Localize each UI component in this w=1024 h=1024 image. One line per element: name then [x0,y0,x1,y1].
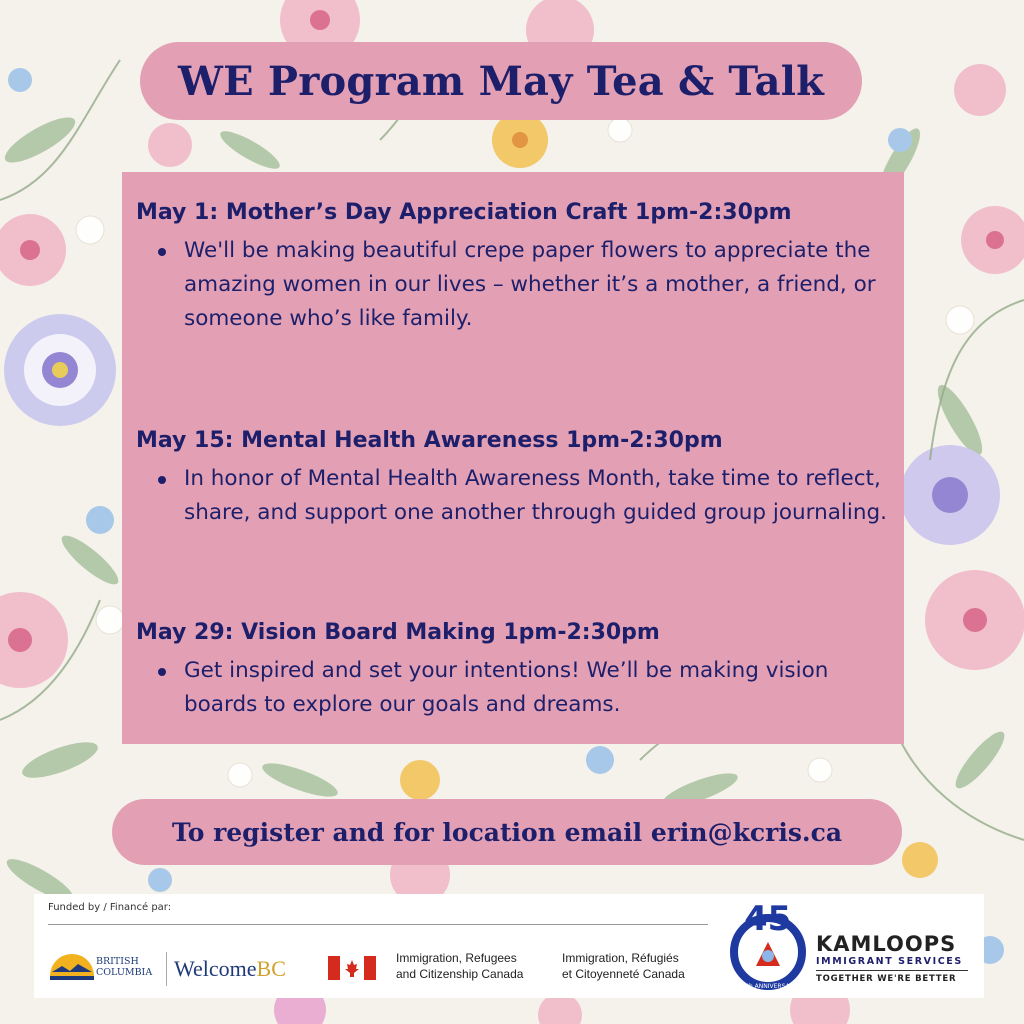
ircc-english [396,950,523,982]
bc-line-2: COLUMBIA [96,967,153,978]
org-name: KAMLOOPS [816,932,957,956]
ircc-fr-line-1: Immigration, Réfugiés [562,951,679,965]
org-divider [816,970,968,971]
event-heading: May 15: Mental Health Awareness 1pm-2:30pm [136,428,723,453]
event-description-text: Get inspired and set your intentions! We’ll be making vision boards to explore our goals and dreams. [184,658,829,717]
anniversary-number: 45 [744,899,792,939]
welcomebc-part-2: BC [256,956,286,981]
event-heading: May 1: Mother’s Day Appreciation Craft 1pm-2:30pm [136,200,792,225]
bullet-icon [158,668,166,676]
events-panel [122,172,904,744]
event-description [136,654,896,722]
org-subtitle: IMMIGRANT SERVICES [816,956,963,967]
welcomebc-logo [174,956,286,982]
event-description-text: We'll be making beautiful crepe paper flowers to appreciate the amazing women in our lives – whether it’s a mother, a friend, or someone who’s like family. [184,238,876,331]
register-banner [112,799,902,865]
event-heading: May 29: Vision Board Making 1pm-2:30pm [136,620,660,645]
canada-flag-icon [328,956,376,980]
page-title: WE Program May Tea & Talk [177,57,824,105]
event-may-15 [136,426,896,530]
ircc-en-line-2: and Citizenship Canada [396,967,524,981]
bc-line-1: BRITISH [96,956,139,967]
welcomebc-part-1: Welcome [174,956,257,981]
event-may-1 [136,198,896,336]
ircc-fr-line-2: et Citoyenneté Canada [562,967,685,981]
bullet-icon [158,248,166,256]
kis-45-anniversary-logo [726,896,810,992]
event-may-29 [136,618,896,722]
ircc-en-line-1: Immigration, Refugees [396,951,517,965]
register-text: To register and for location email erin@kcris.ca [171,817,843,847]
org-tagline: TOGETHER WE'RE BETTER [816,974,957,984]
event-description [136,462,896,530]
title-banner [140,42,862,120]
anniversary-text: 45th ANNIVERSARY [738,983,798,990]
divider [48,924,708,925]
bc-wordmark [96,956,152,978]
funder-footer [34,894,984,998]
ircc-french [562,950,685,982]
bullet-icon [158,476,166,484]
event-description [136,234,896,336]
logo-separator [166,952,167,986]
funded-by-label: Funded by / Financé par: [48,902,172,913]
event-description-text: In honor of Mental Health Awareness Month, take time to reflect, share, and support one another through guided group journaling. [184,466,887,525]
